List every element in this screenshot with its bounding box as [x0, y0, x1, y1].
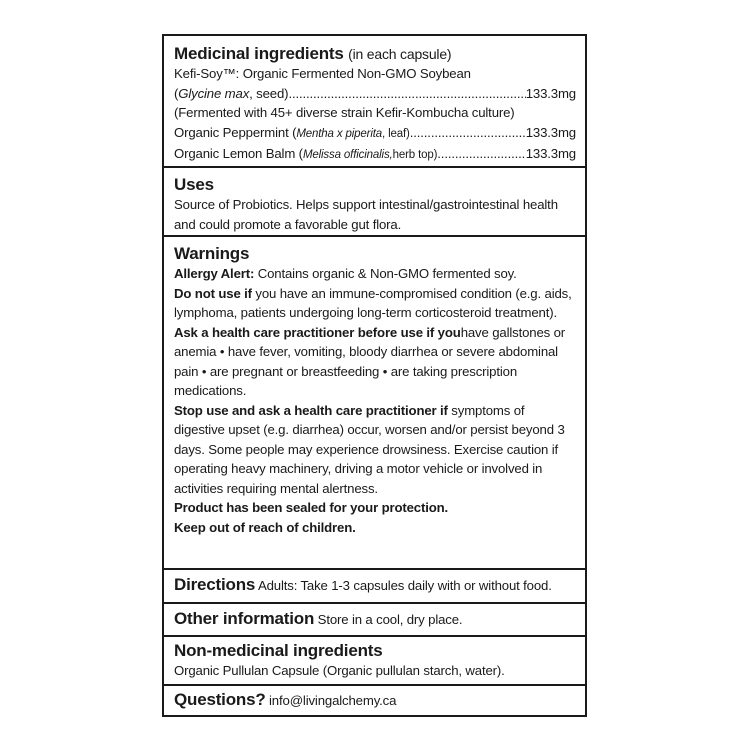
warning-ask-practitioner	[174, 323, 576, 401]
stop-text: symptoms of digestive upset (e.g. diarrhea) occur, worsen and/or persist beyond 3 days. Some people may experience drowsiness. Exercise caution if operating heavy machinery, driving a motor vehicle or involved in activities requiring mental alertness.	[174, 402, 565, 496]
ingredient-line-fermented: (Fermented with 45+ diverse strain Kefir-Kombucha culture)	[174, 105, 515, 120]
glycine-open: (	[174, 85, 179, 101]
divider	[164, 235, 585, 237]
other-info-line	[174, 609, 576, 630]
ingredient-line-lemonbalm	[174, 144, 576, 166]
directions-heading: Directions	[174, 575, 256, 594]
sealed-notice: Product has been sealed for your protection.	[174, 500, 449, 515]
other-info-section	[164, 609, 585, 630]
leader-dots	[437, 144, 525, 164]
questions-line	[174, 690, 576, 711]
divider	[164, 635, 585, 637]
lemonbalm-latin: Melissa officinalis,	[302, 149, 393, 161]
warning-do-not-use	[174, 284, 576, 323]
divider	[164, 684, 585, 686]
ask-text: have gallstones or anemia • have fever, vomiting, bloody diarrhea or severe abdominal pain • are pregnant or breastfeeding • are taking prescription medications.	[174, 324, 566, 398]
other-info-text: Store in a cool, dry place.	[317, 612, 463, 627]
non-medicinal-text: Organic Pullulan Capsule (Organic pullulan starch, water).	[174, 663, 505, 678]
non-medicinal-section	[164, 641, 585, 681]
glycine-latin: Glycine max	[178, 85, 250, 101]
glycine-rest: , seed)	[249, 85, 289, 101]
non-medicinal-heading: Non-medicinal ingredients	[174, 641, 383, 660]
medicinal-ingredients-section	[164, 44, 585, 166]
directions-text: Adults: Take 1-3 capsules daily with or without food.	[257, 578, 552, 593]
lemonbalm-amount: 133.3mg	[525, 146, 576, 161]
uses-text: Source of Probiotics. Helps support intestinal/gastrointestinal health and could promote a favorable gut flora.	[174, 197, 558, 232]
questions-contact: info@livingalchemy.ca	[269, 693, 397, 708]
supplement-facts-label	[162, 34, 587, 717]
uses-section	[164, 175, 585, 234]
leader-dots	[288, 84, 525, 104]
glycine-amount: 133.3mg	[525, 85, 576, 101]
questions-section	[164, 690, 585, 711]
donotuse-text: you have an immune-compromised condition (e.g. aids, lymphoma, patients undergoing long-term corticosteroid treatment).	[174, 285, 572, 320]
peppermint-rest: , leaf)	[382, 127, 410, 140]
lemonbalm-rest: herb top)	[392, 149, 438, 161]
leader-dots	[410, 123, 526, 143]
divider	[164, 602, 585, 604]
peppermint-latin: Mentha x piperita	[296, 127, 383, 140]
divider	[164, 568, 585, 570]
warning-allergy	[174, 264, 576, 284]
questions-heading: Questions?	[174, 690, 266, 709]
warning-stop-use	[174, 401, 576, 499]
peppermint-prefix: Organic Peppermint (	[174, 124, 297, 140]
donotuse-label: Do not use if	[174, 285, 252, 301]
allergy-text: Contains organic & Non-GMO fermented soy.	[254, 266, 517, 281]
stop-label: Stop use and ask a health care practitioner if	[174, 402, 448, 418]
ingredient-line-kefisoy: Kefi-Soy™: Organic Fermented Non-GMO Soybean	[174, 66, 471, 81]
peppermint-amount: 133.3mg	[525, 124, 576, 140]
lemonbalm-prefix: Organic Lemon Balm (	[174, 146, 303, 161]
medicinal-heading-text: Medicinal ingredients	[174, 44, 344, 63]
warnings-heading: Warnings	[174, 244, 250, 263]
medicinal-heading-note: (in each capsule)	[348, 46, 452, 62]
ingredient-line-peppermint	[174, 123, 576, 145]
ask-label: Ask a health care practitioner before use if you	[174, 324, 461, 340]
keep-out-notice: Keep out of reach of children.	[174, 519, 356, 535]
divider	[164, 166, 585, 168]
uses-heading: Uses	[174, 175, 214, 194]
allergy-label: Allergy Alert:	[174, 266, 255, 281]
ingredient-line-glycine	[174, 84, 576, 104]
directions-line	[174, 575, 576, 596]
medicinal-ingredients-heading	[174, 44, 576, 64]
directions-section	[164, 575, 585, 596]
other-info-heading: Other information	[174, 609, 315, 628]
warnings-section	[164, 244, 585, 537]
